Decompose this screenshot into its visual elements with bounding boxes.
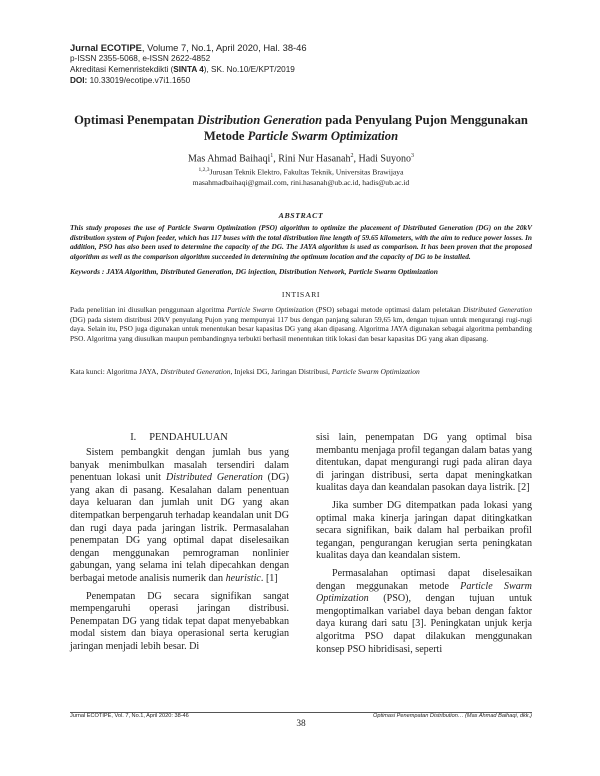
accreditation-line: Akreditasi Kemenristekdikti (SINTA 4), SK. No.10/E/KPT/2019 [70,64,295,74]
intisari-heading: INTISARI [281,290,321,299]
footer-right: Optimasi Penempatan Distribution… (Mas Ahmad Baihaqi, dkk.) [373,713,532,719]
affiliation [70,165,532,188]
footer-left: Jurnal ECOTIPE, Vol. 7, No.1, April 2020: 38-46 [70,713,189,719]
section-heading: I. PENDAHULUAN [130,432,228,443]
author-list: Mas Ahmad Baihaqi$^1$, Rini Nur Hasanah$^2$, Hadi Suyono$^3$ [188,153,414,165]
paragraph: sisi lain, penempatan DG yang optimal bisa membantu menjaga profil tegangan dalam batas yang ditentukan, dapat mengurangi rugi pada aliran daya di jaringan distribusi, serta dapat meningkatkan kualitas daya dan keandalan pasokan daya listrik. [2] [316,432,532,494]
left-column [70,447,289,654]
abstract-heading: ABSTRACT [278,211,324,220]
paper-title: Optimasi Penempatan Distribution Generation pada Penyulang Pujon Menggunakan Metode Particle Swarm Optimization [74,113,528,143]
right-column [316,432,532,656]
affiliation-line: $^{1,2,3}$Jurusan Teknik Elektro, Fakultas Teknik, Universitas Brawijaya [198,167,404,177]
doi-line: DOI: 10.33019/ecotipe.v7i1.1650 [70,75,191,85]
journal-citation: Jurnal ECOTIPE, Volume 7, No.1, April 2020, Hal. 38-46 [70,42,307,53]
intisari-text: Pada penelitian ini diusulkan penggunaan algoritma Particle Swarm Optimization (PSO) sebagai metode optimasi dalam peletakan Distributed Generation (DG) pada sistem distribusi 20kV penyulang Pujon yang mempunyai 117 bus dengan panjang saluran 59,65 km, dengan tujuan untuk mengurangi rugi-rugi daya. Selain itu, PSO juga digunakan untuk menentukan besar kapasitas DG yang akan dipasang. Algoritma JAYA digunakan sebagai algoritma pembanding PSO. Algoritma yang diusulkan maupun pembandingnya terbukti berhasil menentukan titik lokasi dan besar kapasitas DG yang akan dipasang. [70,305,532,343]
page-number: 38 [296,719,306,729]
issn-line: p-ISSN 2355-5068, e-ISSN 2622-4852 [70,54,211,63]
abstract-text: This study proposes the use of Particle Swarm Optimization (PSO) algorithm to optimize the placement of Distributed Generation (DG) on the 20kV distribution system of Pujon feeder, which has 117 buses with the total distribution line length of 59.65 kilometers, with the aim to reduce power losses. In addition, PSO has also been used to determine the capacity of the DG. The JAYA algorithm is used as comparison. It has been proven that the proposed algorithm as well as the comparison algorithm succeeded in determining the optimum location and the capacity of DG to be installed. [70,223,532,261]
paragraph: Penempatan DG secara signifikan sangat mempengaruhi operasi jaringan distribusi. Penempatan DG yang tidak tepat dapat menyebabkan modal sistem dan biaya operasional serta kerugian jaringan menjadi lebih besar. Di [70,590,289,652]
kata-kunci: Kata kunci: Algoritma JAYA, Distributed Generation, Injeksi DG, Jaringan Distribusi, Particle Swarm Optimization [70,367,420,376]
keywords: Keywords : JAYA Algorithm, Distributed Generation, DG injection, Distribution Network, Particle Swarm Optimization [70,267,438,276]
paragraph: Permasalahan optimasi dapat diselesaikan dengan meggunakan metode Particle Swarm Optimization (PSO), dengan tujuan untuk mengoptimalkan variabel daya beban dengan faktor daya kurang dari satu [3]. Peningkatan unjuk kerja algoritma PSO dapat dilakukan menggunakan konsep PSO hibridisasi, seperti [316,567,532,655]
journal-header [70,41,307,86]
journal-name: Jurnal ECOTIPE [70,42,142,53]
paragraph: Jika sumber DG ditempatkan pada lokasi yang optimal maka kinerja jaringan dapat ditingkatkan secara signifikan, baik dalam hal perbaikan profil tegangan, pengurangan kerugian serta peningkatan kualitas daya dan keandalan sistem. [316,499,532,562]
paragraph: Sistem pembangkit dengan jumlah bus yang banyak menimbulkan masalah tersendiri dalam penentuan lokasi unit Distributed Generation (DG) yang akan di pasang. Kesalahan dalam penentuan daya keluaran dan jumlah unit DG yang akan ditempatkan berpengaruh terhadap keandalan unit DG dan rugi daya pada jaringan listrik. Permasalahan penempatan DG yang optimal dapat diselesaikan dengan menggunakan pemrograman nonlinier gabungan, yang selama ini telah dipecahkan dengan berbagai metode analisis numerik dan heuristic. [1] [70,447,289,584]
author-emails: masahmadbaihaqi@gmail.com, rini.hasanah@ub.ac.id, hadis@ub.ac.id [192,177,410,187]
